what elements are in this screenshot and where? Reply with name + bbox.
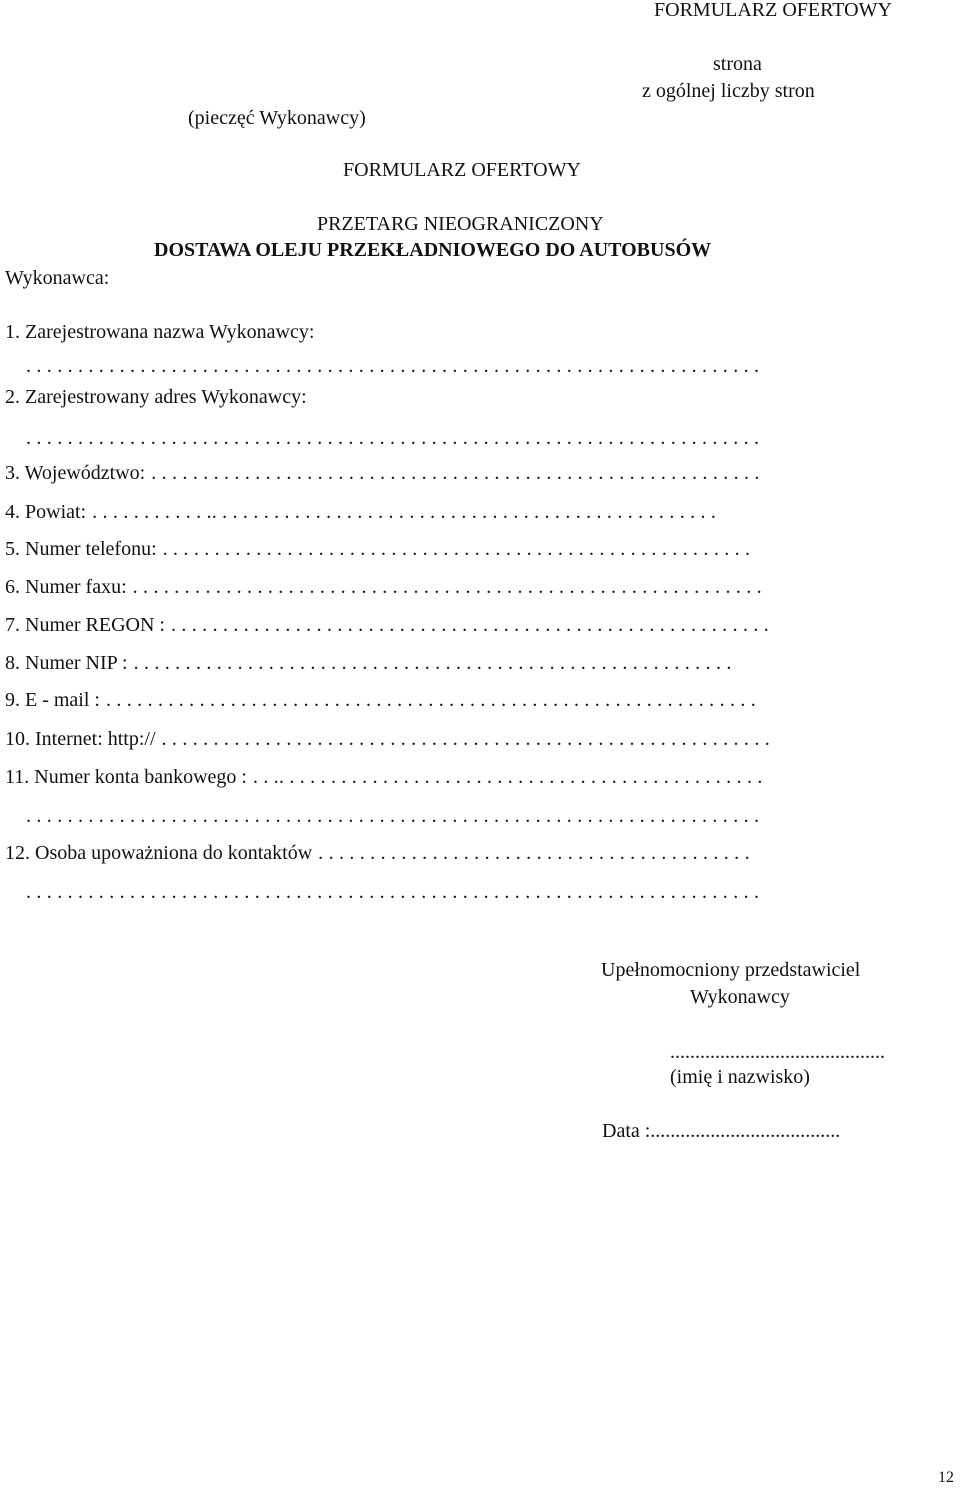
field-label: 12. Osoba upoważniona do kontaktów bbox=[5, 842, 313, 864]
field-fill-line[interactable]: . . . . . . . . . . . . . . . . . . . . . . . . . . . . . . . . . . . . . . . . . . . . . . . . . . . . . . . . . . . . . . . . . . . . . . . bbox=[26, 427, 760, 449]
form-field-row bbox=[5, 502, 716, 522]
field-fill-line[interactable]: . . . . . . . . . . . . . . . . . . . . . . . . . . . . . . . . . . . . . . . . . . . . . . . . . . . . . . . . . . . . . . . . . . . . . . . bbox=[26, 355, 760, 377]
form-title: FORMULARZ OFERTOWY bbox=[343, 159, 581, 181]
form-field-row bbox=[5, 690, 756, 710]
form-field-row bbox=[26, 882, 759, 902]
tender-subject: DOSTAWA OLEJU PRZEKŁADNIOWEGO DO AUTOBUSÓW bbox=[154, 239, 712, 261]
name-label: (imię i nazwisko) bbox=[670, 1066, 810, 1088]
field-fill-line[interactable]: . . . . . . . . . . . . . . . . . . . . . . . . . . . . . . . . . . . . . . . . . . . . . . . . . . . . . . . . . . . . . . . . . . . . . . . bbox=[26, 805, 760, 827]
field-fill-line[interactable]: . . . . . . . . . . . . . . . . . . . . . . . . . . . . . . . . . . . . . . . . . . . . . . . . . . . . . . . . . . . bbox=[161, 728, 770, 750]
contractor-stamp-label: (pieczęć Wykonawcy) bbox=[188, 107, 366, 129]
field-fill-line[interactable]: . . . . . . . . . . . . . . . . . . . . . . . . . . . . . . . . . . . . . . . . . . . . . . . . . . . . . . . . . . . . . bbox=[132, 576, 762, 598]
field-label: 7. Numer REGON : bbox=[5, 614, 165, 636]
field-fill-line[interactable]: . . . . . . . . . . . . . . . . . . . . . . . . . . . . . . . . . . . . . . . . . . bbox=[318, 842, 750, 864]
form-field-row bbox=[5, 322, 314, 342]
form-field-row bbox=[5, 463, 760, 483]
field-fill-line[interactable]: . . . . . . . . . . . . . . . . . . . . . . . . . . . . . . . . . . . . . . . . . . . . . . . . . . . . . . . . . . . . . . . bbox=[105, 689, 756, 711]
field-fill-line[interactable]: . . . . . . . . . . . . . . . . . . . . . . . . . . . . . . . . . . . . . . . . . . . . . . . . . . . . . . . . . . bbox=[170, 614, 769, 636]
field-label: 9. E - mail : bbox=[5, 689, 100, 711]
form-field-row bbox=[26, 428, 759, 448]
field-label: 5. Numer telefonu: bbox=[5, 538, 157, 560]
field-label: 4. Powiat: bbox=[5, 501, 87, 523]
field-label: 2. Zarejestrowany adres Wykonawcy: bbox=[5, 386, 307, 408]
field-fill-line[interactable]: . . . . . . . . . . . . . . . . . . . . . . . . . . . . . . . . . . . . . . . . . . . . . . . . . . . . . . . . . . . . . . . . . . . . . . . bbox=[26, 881, 760, 903]
field-fill-line[interactable]: . . . . . . . . . . . .. . . . . . . . . . . . . . . . . . . . . . . . . . . . . . . . . . . . . . . . . . . . . . . . . bbox=[92, 501, 717, 523]
top-form-title: FORMULARZ OFERTOWY bbox=[654, 0, 892, 21]
form-field-row bbox=[26, 356, 759, 376]
field-fill-line[interactable]: . . . . . . . . . . . . . . . . . . . . . . . . . . . . . . . . . . . . . . . . . . . . . . . . . . . . . . . . . . . bbox=[151, 462, 760, 484]
form-field-row bbox=[5, 653, 732, 673]
page-number: 12 bbox=[938, 1469, 954, 1486]
form-field-row bbox=[5, 577, 762, 597]
form-field-row bbox=[5, 539, 750, 559]
page-total-label: z ogólnej liczby stron bbox=[642, 80, 815, 102]
signature-line: ........................................... bbox=[670, 1041, 885, 1063]
field-label: 8. Numer NIP : bbox=[5, 652, 128, 674]
field-label: 10. Internet: http:// bbox=[5, 728, 156, 750]
field-fill-line[interactable]: . . . . . . . . . . . . . . . . . . . . . . . . . . . . . . . . . . . . . . . . . . . . . . . . . . . . . . . . . bbox=[162, 538, 751, 560]
field-label: 1. Zarejestrowana nazwa Wykonawcy: bbox=[5, 321, 315, 343]
form-field-row bbox=[5, 729, 770, 749]
field-label: 3. Województwo: bbox=[5, 462, 146, 484]
representative-label-2: Wykonawcy bbox=[690, 986, 790, 1008]
date-field: Data :...................................... bbox=[602, 1120, 841, 1142]
field-label: 6. Numer faxu: bbox=[5, 576, 127, 598]
form-field-row bbox=[26, 806, 759, 826]
form-field-row bbox=[5, 387, 307, 407]
form-field-row bbox=[5, 767, 763, 787]
field-label: 11. Numer konta bankowego : bbox=[5, 766, 247, 788]
representative-label: Upełnomocniony przedstawiciel bbox=[601, 959, 861, 981]
contractor-label: Wykonawca: bbox=[5, 267, 110, 289]
field-fill-line[interactable]: . . . . . . . . . . . . . . . . . . . . . . . . . . . . . . . . . . . . . . . . . . . . . . . . . . . . . . . . . . bbox=[133, 652, 732, 674]
form-field-row bbox=[5, 843, 750, 863]
field-fill-line[interactable]: . . .. . . . . . . . . . . . . . . . . . . . . . . . . . . . . . . . . . . . . . . . . . . . . . . bbox=[252, 766, 763, 788]
page-label: strona bbox=[713, 53, 762, 75]
tender-type: PRZETARG NIEOGRANICZONY bbox=[317, 213, 604, 235]
form-field-row bbox=[5, 615, 769, 635]
